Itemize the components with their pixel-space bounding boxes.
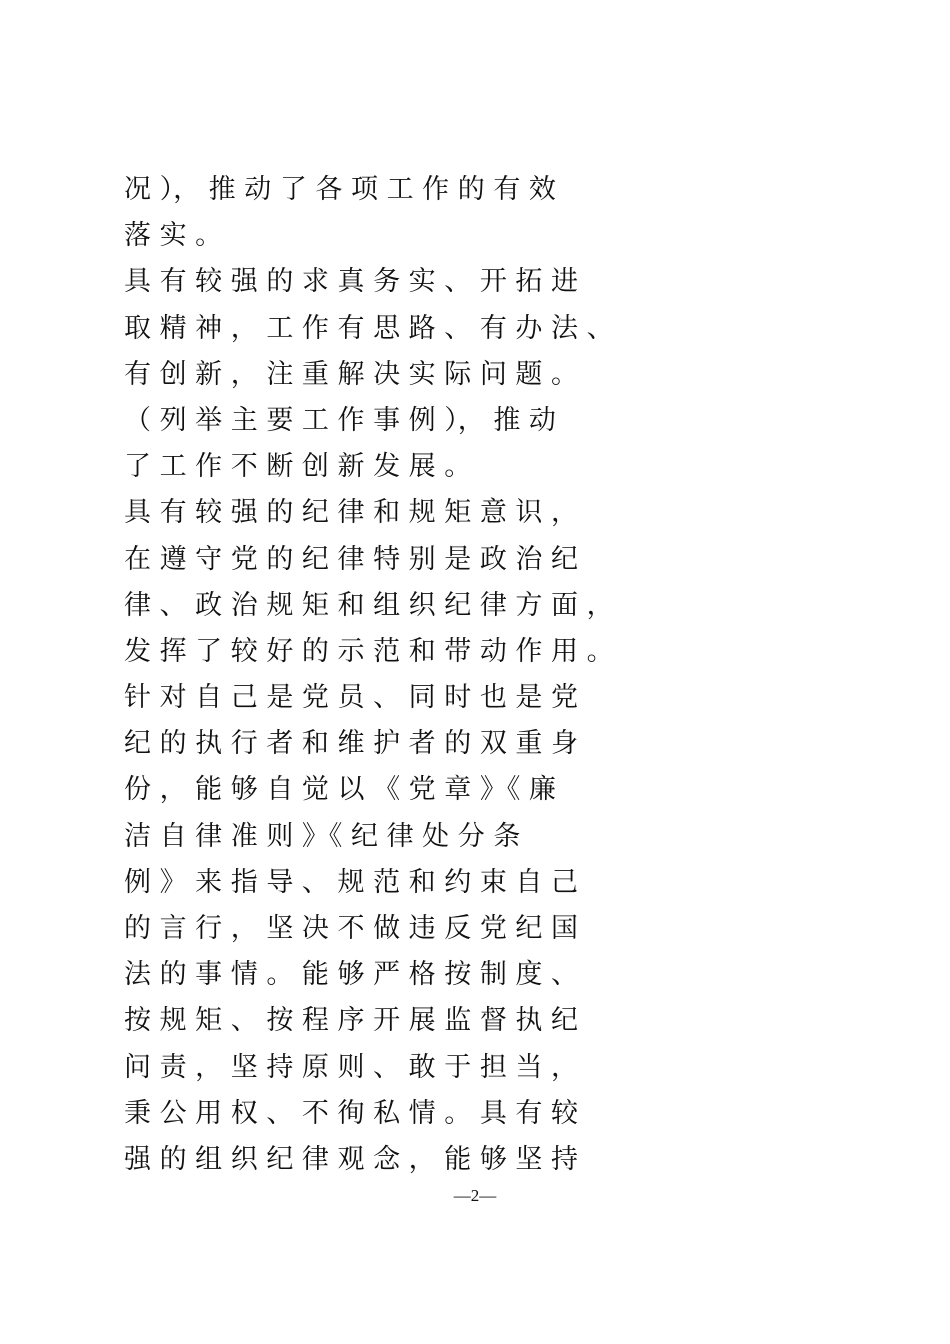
text-line: 的 言 行 ， 坚 决 不 做 违 反 党 纪 国 — [124, 913, 578, 944]
text-line: （ 列 举 主 要 工 作 事 例 ）， 推 动 — [124, 404, 556, 436]
text-line: 具 有 较 强 的 求 真 务 实 、 开 拓 进 — [124, 266, 578, 298]
text-line: 纪 的 执 行 者 和 维 护 者 的 双 重 身 — [124, 728, 578, 760]
page-number: —2— — [453, 1186, 497, 1205]
text-line: 有 创 新 ， 注 重 解 决 实 际 问 题 。 — [124, 358, 578, 390]
text-line: 取 精 神 ， 工 作 有 思 路 、 有 办 法 、 — [124, 312, 614, 344]
text-line: 发 挥 了 较 好 的 示 范 和 带 动 作 用 。 — [124, 635, 614, 667]
text-line: 洁 自 律 准 则 》《 纪 律 处 分 条 — [124, 820, 521, 852]
text-line: 具 有 较 强 的 纪 律 和 规 矩 意 识 ， — [124, 497, 578, 529]
text-line: 份 ， 能 够 自 觉 以 《 党 章 》《 廉 — [124, 774, 556, 806]
text-line: 例 》 来 指 导 、 规 范 和 约 束 自 己 — [124, 866, 578, 898]
text-line: 法 的 事 情 。 能 够 严 格 按 制 度 、 — [124, 959, 578, 991]
text-line: 强 的 组 织 纪 律 观 念 ， 能 够 坚 持 — [124, 1143, 578, 1175]
text-line: 了 工 作 不 断 创 新 发 展 。 — [124, 451, 472, 483]
text-line: 落 实 。 — [124, 220, 223, 252]
text-line: 律 、 政 治 规 矩 和 组 织 纪 律 方 面 ， — [124, 589, 614, 621]
text-line: 按 规 矩 、 按 程 序 开 展 监 督 执 纪 — [124, 1005, 578, 1037]
text-line: 问 责 ， 坚 持 原 则 、 敢 于 担 当 ， — [124, 1051, 578, 1083]
text-line: 况 ）， 推 动 了 各 项 工 作 的 有 效 — [124, 174, 556, 205]
text-line: 在 遵 守 党 的 纪 律 特 别 是 政 治 纪 — [124, 543, 578, 575]
text-line: 秉 公 用 权 、 不 徇 私 情 。 具 有 较 — [124, 1097, 578, 1129]
document-body — [124, 167, 854, 1183]
text-line: 针 对 自 己 是 党 员 、 同 时 也 是 党 — [124, 682, 578, 714]
